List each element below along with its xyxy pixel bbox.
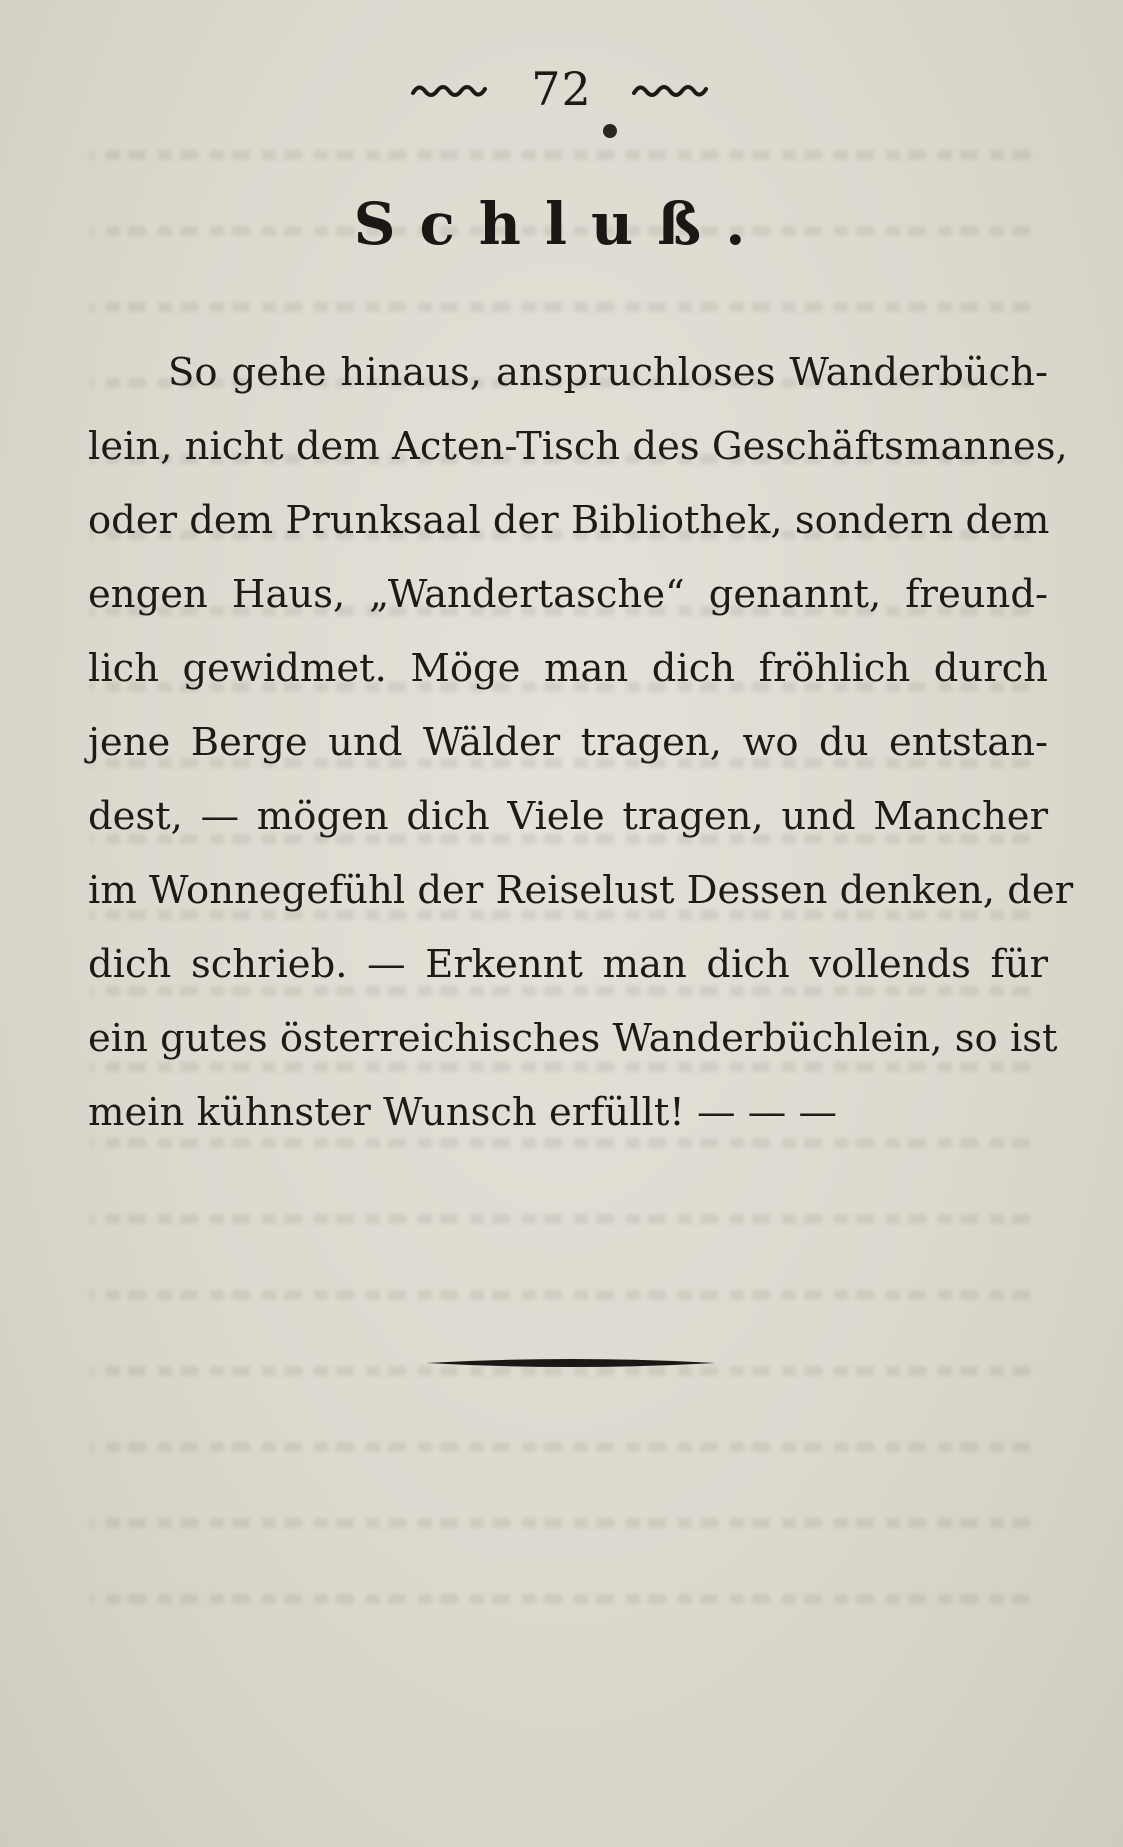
text-line: dest, — mögen dich Viele tragen, und Mancher: [88, 794, 1048, 839]
text-line: dich schrieb. — Erkennt man dich vollends für: [88, 942, 1048, 987]
text-line: jene Berge und Wälder tragen, wo du entstan-: [88, 720, 1048, 765]
text-line: ein gutes österreichisches Wanderbüchlein, so ist: [88, 1016, 1058, 1061]
page-header: [0, 54, 1123, 124]
text-line: im Wonnegefühl der Reiselust Dessen denken, der: [88, 868, 1074, 913]
end-rule-icon: [426, 1357, 716, 1369]
ornament-dot: [603, 124, 617, 138]
wave-ornament-left-icon: [411, 79, 491, 99]
chapter-title: Schluß.: [353, 190, 770, 258]
text-line: mein kühnster Wunsch erfüllt! — — —: [88, 1090, 837, 1135]
text-line: engen Haus, „Wandertasche“ genannt, freund-: [88, 572, 1048, 617]
text-line: lein, nicht dem Acten-Tisch des Geschäftsmannes,: [88, 424, 1068, 469]
text-line: So gehe hinaus, anspruchloses Wanderbüch-: [168, 350, 1048, 395]
body-paragraph: [88, 336, 1074, 1150]
wave-ornament-right-icon: [632, 79, 712, 99]
text-line: lich gewidmet. Möge man dich fröhlich durch: [88, 646, 1048, 691]
text-line: oder dem Prunksaal der Bibliothek, sondern dem: [88, 498, 1050, 543]
page-number: 72: [531, 62, 592, 116]
